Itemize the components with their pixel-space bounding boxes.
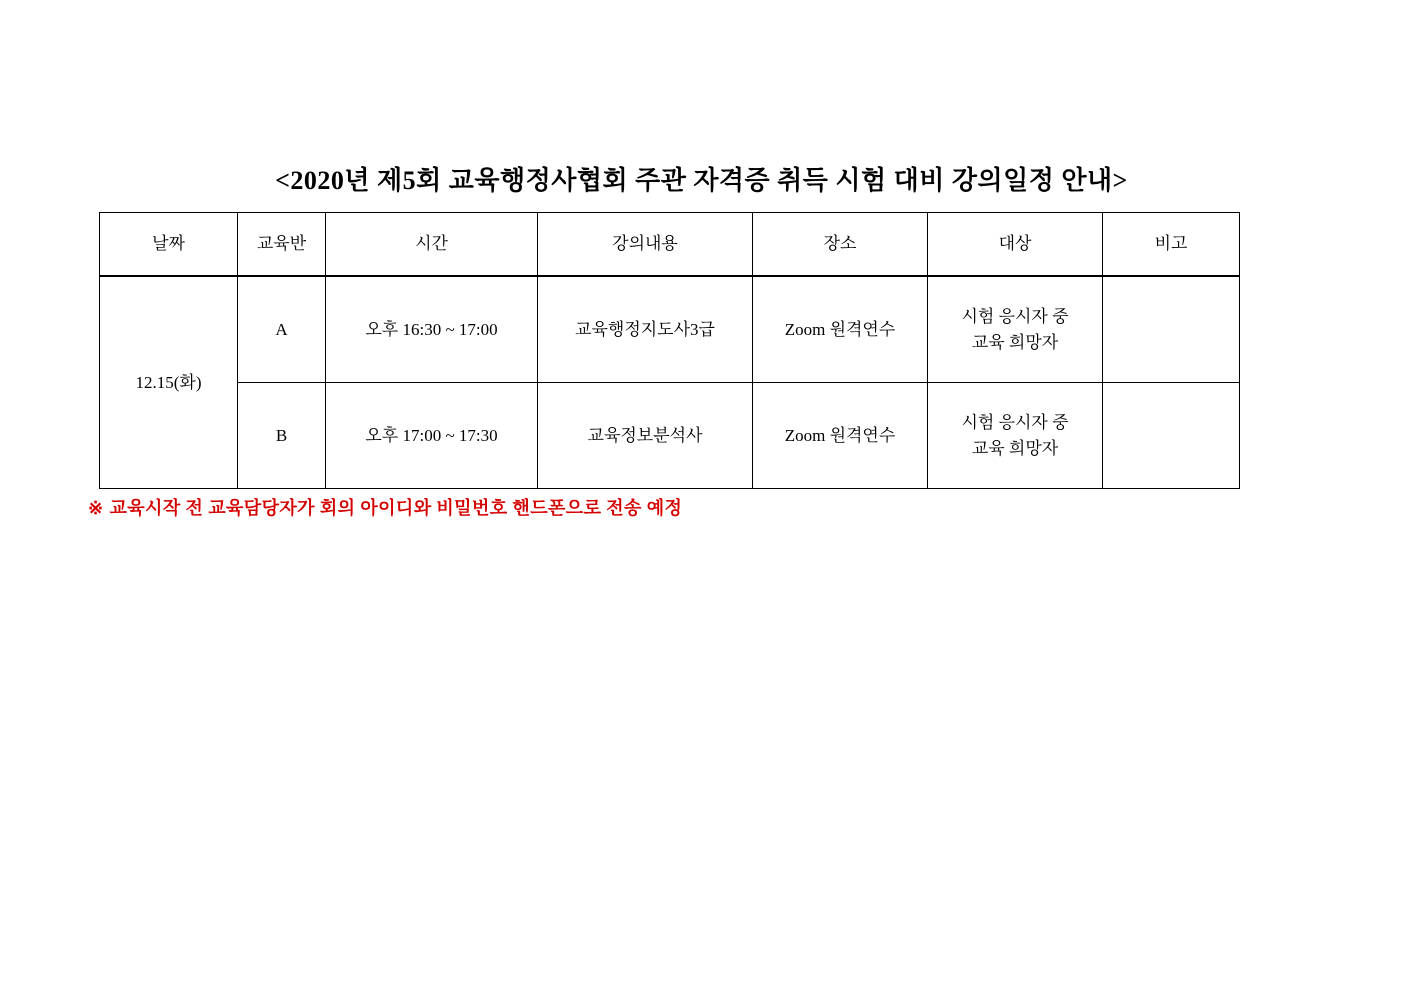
cell-note [1103, 383, 1240, 489]
page-title: <2020년 제5회 교육행정사협회 주관 자격증 취득 시험 대비 강의일정 안내> [275, 166, 1128, 195]
cell-class: A [238, 276, 326, 383]
column-header-topic: 강의내용 [538, 213, 753, 277]
footnote-text: 교육시작 전 교육담당자가 회의 아이디와 비밀번호 핸드폰으로 전송 예정 [109, 498, 683, 518]
cell-topic: 교육정보분석사 [538, 383, 753, 489]
column-header-class: 교육반 [238, 213, 326, 277]
table-row [100, 276, 1240, 383]
column-header-time: 시간 [326, 213, 538, 277]
reference-mark-icon: ※ [88, 498, 104, 518]
cell-place: Zoom 원격연수 [753, 383, 928, 489]
footnote [88, 494, 682, 520]
column-header-note: 비고 [1103, 213, 1240, 277]
cell-date: 12.15(화) [100, 276, 238, 489]
table-header-row [100, 213, 1240, 277]
cell-target-line1: 시험 응시자 중 [961, 413, 1069, 432]
cell-time: 오후 16:30 ~ 17:00 [326, 276, 538, 383]
cell-target-line2: 교육 희망자 [971, 438, 1059, 458]
cell-place: Zoom 원격연수 [753, 276, 928, 383]
cell-time: 오후 17:00 ~ 17:30 [326, 383, 538, 489]
lecture-schedule-table [99, 212, 1240, 489]
cell-target [928, 276, 1103, 383]
cell-target-line2: 교육 희망자 [971, 332, 1059, 352]
cell-note [1103, 276, 1240, 383]
cell-class: B [238, 383, 326, 489]
cell-target [928, 383, 1103, 489]
column-header-date: 날짜 [100, 213, 238, 277]
cell-topic: 교육행정지도사3급 [538, 276, 753, 383]
column-header-target: 대상 [928, 213, 1103, 277]
column-header-place: 장소 [753, 213, 928, 277]
cell-target-line1: 시험 응시자 중 [961, 307, 1069, 326]
table-row [100, 383, 1240, 489]
